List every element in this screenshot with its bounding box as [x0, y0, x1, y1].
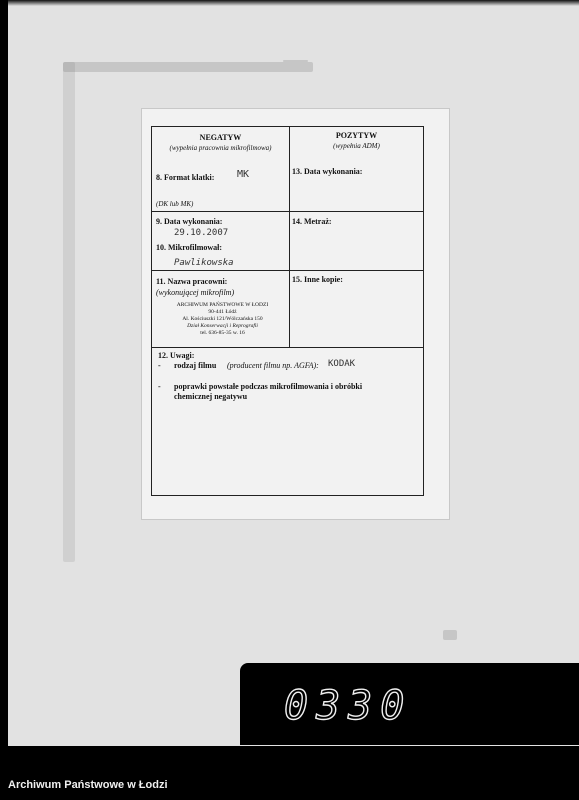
row-divider [152, 211, 423, 212]
metraz-label: 14. Metraż: [292, 217, 332, 226]
stamp-line: Dział Konserwacji i Reprografii [187, 323, 258, 329]
bullet-dash: - [158, 361, 161, 370]
stamp-line: tel. 636-85-35 w. 16 [200, 330, 245, 336]
uwagi-label: 12. Uwagi: [158, 351, 195, 360]
microfilm-form [151, 126, 424, 496]
rodzaj-filmu-hint: (producent filmu np. AGFA): [227, 361, 319, 370]
institution-stamp [156, 302, 289, 337]
archive-name: Archiwum Państwowe w Łodzi [8, 779, 168, 791]
row-divider [152, 270, 423, 271]
row-divider [152, 347, 423, 348]
film-artifact [63, 62, 75, 562]
pozytyw-title: POZYTYW [335, 131, 378, 140]
negatyw-subtitle: (wypełnia pracownia mikrofilmowa) [169, 144, 272, 152]
rodzaj-filmu-label: rodzaj filmu [174, 361, 217, 370]
format-label: 8. Format klatki: [156, 173, 215, 182]
column-divider [289, 127, 290, 347]
bullet-dash: - [158, 382, 161, 391]
frame-counter: 0330 [284, 683, 413, 729]
stamp-line: 90-441 Łódź [208, 309, 237, 315]
footer-bar [0, 746, 579, 800]
poprawki-text: poprawki powstałe podczas mikrofilmowania i obróbki [174, 382, 363, 391]
data-wykonania-value: 29.10.2007 [174, 228, 229, 238]
inne-kopie-label: 15. Inne kopie: [292, 275, 343, 284]
pozytyw-subtitle: (wypełnia ADM) [333, 142, 380, 150]
film-artifact [63, 62, 313, 72]
film-artifact [283, 60, 308, 62]
mikrofilmowal-signature: Pawlikowska [174, 258, 234, 268]
nazwa-pracowni-sub: (wykonującej mikrofilm) [156, 288, 235, 297]
data-wykonania-label: 9. Data wykonania: [156, 217, 223, 226]
film-artifact [443, 630, 457, 640]
data-wykonania-pozytyw-label: 13. Data wykonania: [292, 167, 363, 176]
nazwa-pracowni-label: 11. Nazwa pracowni: [156, 277, 228, 286]
format-hint: (DK lub MK) [156, 200, 194, 208]
poprawki-text: chemicznej negatywu [174, 392, 248, 401]
format-value: MK [237, 169, 250, 180]
negatyw-title: NEGATYW [199, 133, 242, 142]
mikrofilmowal-label: 10. Mikrofilmował: [156, 243, 223, 252]
rodzaj-filmu-value: KODAK [328, 359, 356, 369]
stamp-line: Al. Kościuszki 121/Wólczańska 150 [182, 316, 263, 322]
stamp-line: ARCHIWUM PAŃSTWOWE W ŁODZI [176, 302, 269, 308]
